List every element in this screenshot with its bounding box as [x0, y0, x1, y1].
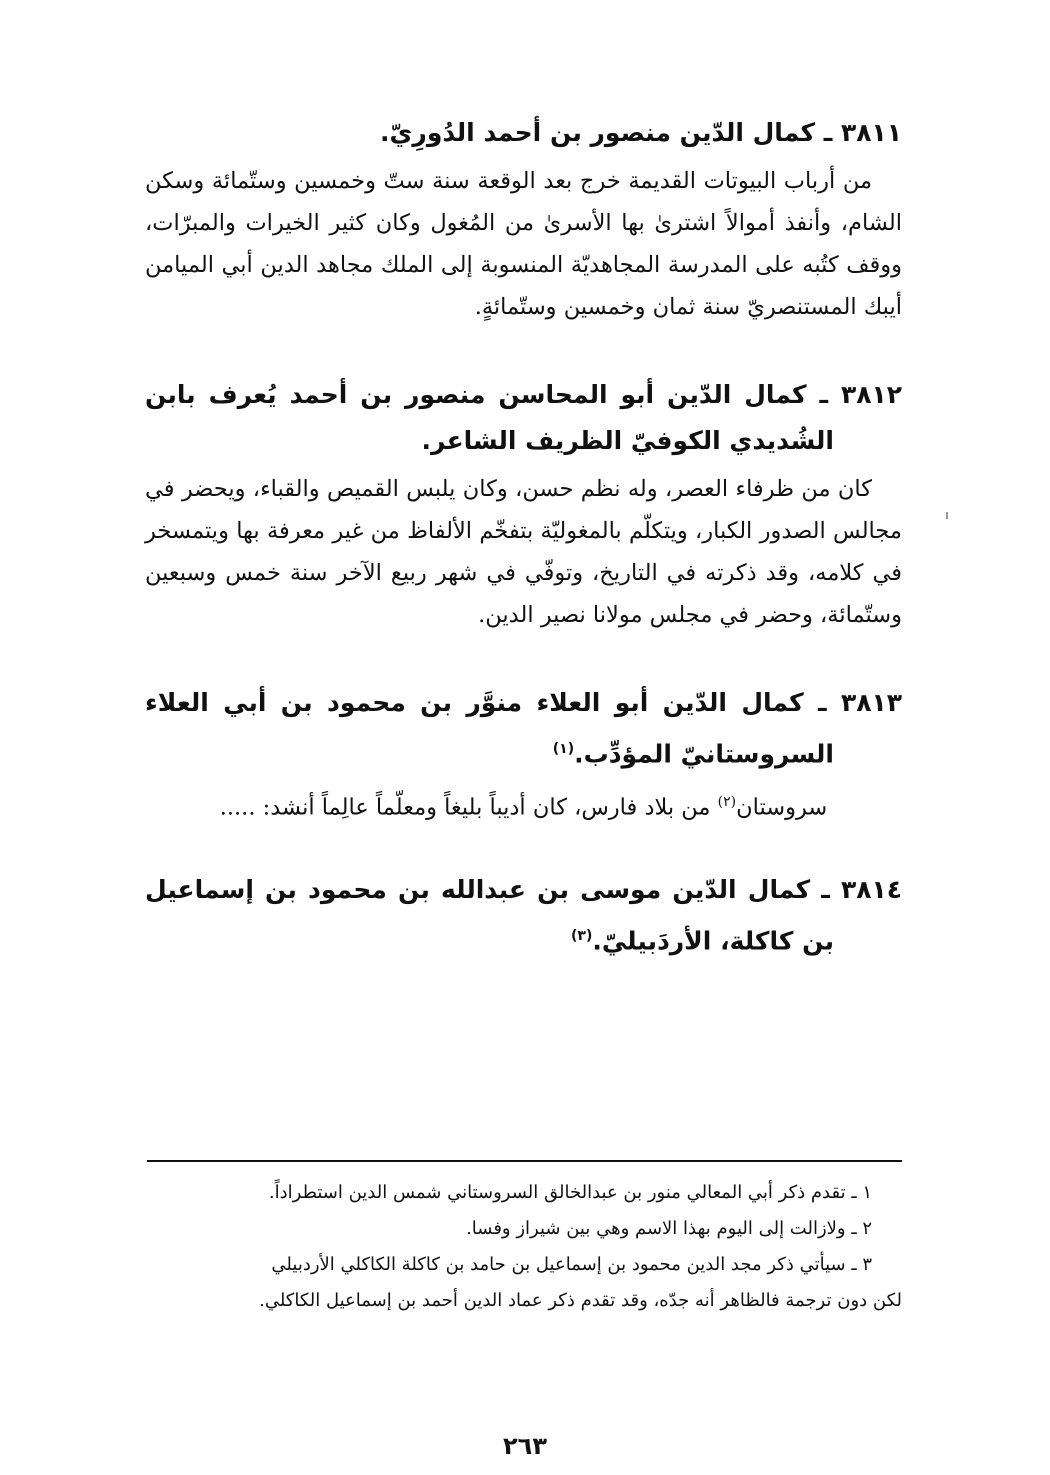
footnotes: [145, 1175, 902, 1319]
entry-heading-text: ٣٨١٣ ـ كمال الدّين أبو العلاء منوَّر بن محمود بن أبي العلاء السروستانيّ المؤدِّب.: [145, 688, 902, 769]
margin-mark: [946, 512, 948, 519]
entry-3811: [145, 110, 902, 328]
footnote-2: ٢ ـ ولازالت إلى اليوم بهذا الاسم وهي بين شيراز وفسا.: [466, 1218, 872, 1239]
entry-heading: ٣٨١١ ـ كمال الدّين منصور بن أحمد الدُورِيّ.: [380, 118, 902, 147]
entry-body: كان من ظرفاء العصر، وله نظم حسن، وكان يلبس القميص والقباء، ويحضر في مجالس الصدور الكبار، ويتكلّم بالمغوليّة بتفخّم الألفاظ من غير معرفة بها ويتمسخر في كلامه، وقد ذكرته في التاريخ، وتوفّي في شهر ربيع الآخر سنة خمس وسبعين وستّمائة، وحضر في مجلس مولانا نصير الدين.: [145, 476, 902, 628]
entry-heading: [145, 867, 902, 964]
footnote-divider: [147, 1160, 902, 1162]
footnote-ref: (١): [552, 741, 575, 757]
entry-3812: [145, 372, 902, 636]
entry-body-rest: من بلاد فارس، كان أديباً بليغاً ومعلّماً عالِماً أنشد: .....: [219, 794, 718, 821]
footnote-ref: (٢): [717, 794, 737, 811]
page-number: ٢٦٣: [503, 1432, 547, 1460]
entry-body: [145, 781, 902, 829]
entry-heading-text: ٣٨١٤ ـ كمال الدّين موسى بن عبدالله بن محمود بن إسماعيل بن كاكلة، الأردَبيليّ.: [145, 874, 902, 956]
entry-3813: [145, 680, 902, 829]
footnote-ref: (٣): [571, 927, 593, 944]
footnote-3: ٣ ـ سيأتي ذكر مجد الدين محمود بن إسماعيل بن حامد بن كاكلة الكاكلي الأردبيلي: [271, 1254, 872, 1275]
entry-body-start: سروستان: [736, 794, 828, 821]
entry-heading: [145, 680, 902, 777]
entry-3814: [145, 867, 902, 964]
entry-body: من أرباب البيوتات القديمة خرج بعد الوقعة سنة ستّ وخمسين وستّمائة وسكن الشام، وأنفذ أموالاً اشترىٰ بها الأسرىٰ من المُغول وكان كثير الخيرات والمبرّات، ووقف كتُبه على المدرسة المجاهديّة المنسوبة إلى الملك مجاهد الدين أبي الميامن أيبك المستنصريّ سنة ثمان وخمسين وستّمائةٍ.: [145, 168, 902, 320]
entry-heading: ٣٨١٢ ـ كمال الدّين أبو المحاسن منصور بن أحمد يُعرف بابن الشُديدي الكوفيّ الظريف الشاعر.: [145, 380, 902, 455]
footnote-1: ١ ـ تقدم ذكر أبي المعالي منور بن عبدالخالق السروستاني شمس الدين استطراداً.: [268, 1182, 872, 1203]
footnote-3-continued: لكن دون ترجمة فالظاهر أنه جدّه، وقد تقدم ذكر عماد الدين أحمد بن إسماعيل الكاكلي.: [259, 1290, 902, 1311]
